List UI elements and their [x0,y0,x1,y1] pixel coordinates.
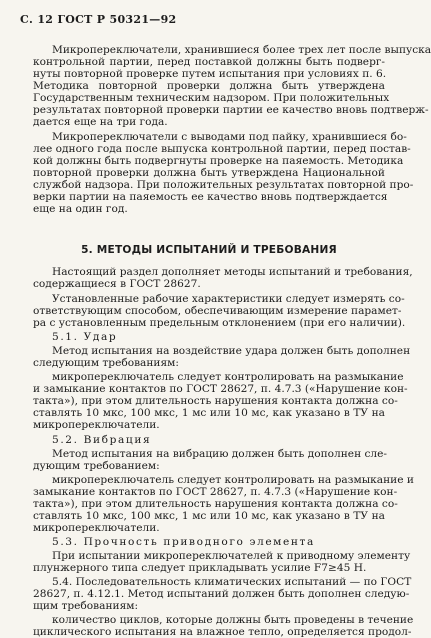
text-line: замыкание контактов по ГОСТ 28627, п. 4.7.3 («Нарушение кон- [33,486,398,498]
text-line: При испытании микропереключателей к приводному элементу [52,550,411,562]
text-line: 5.4. Последовательность климатических испытаний — по ГОСТ [52,576,412,588]
subsection-heading [52,434,385,446]
text-line: Методика повторной проверки должна быть утверждена [33,80,385,92]
text-line: микропереключатели. [33,522,160,534]
text-line: Метод испытания на воздействие удара должен быть дополнен [52,345,411,357]
text-line: такта»), при этом длительность нарушения контакта должна со- [33,395,398,407]
text-line: циклического испытания на влажное тепло, определяется продол- [33,626,412,638]
text-line: Установленные рабочие характеристики следует измерять со- [52,293,405,305]
text-line: микропереключатель следует контролировать на размыкание [52,371,404,383]
text-line: такта»), при этом длительность нарушения контакта должна со- [33,498,398,510]
subsection-label: 5.3. Прочность приводного элемента [52,536,315,548]
text-line: Государственным техническим надзором. При положительных [33,92,390,104]
text-line: микропереключатель следует контролировать на размыкание и [52,474,414,486]
text-line: нуты повторной проверке путем испытания при условиях п. 6. [33,68,387,80]
subsection-heading [52,536,385,548]
text-line: верки партии на паяемость ее качество вновь подтверждается [33,191,388,203]
text-line: Микропереключатели, хранившиеся более трех лет после выпуска [52,44,431,56]
subsection-heading [52,331,385,343]
text-line: содержащиеся в ГОСТ 28627. [33,278,201,290]
page-header: С. 12 ГОСТ Р 50321—92 [20,13,177,26]
text-line: следующим требованиям: [33,357,179,369]
text-line: количество циклов, которые должны быть проведены в течение [52,614,414,626]
text-line: кой должны быть подвергнуты проверке на паяемость. Методика [33,155,404,167]
text-line: ра с установленным предельным отклонением (при его наличии). [33,317,406,329]
text-line: 28627, п. 4.12.1. Метод испытаний должен быть дополнен следую- [33,588,410,600]
text-line: микропереключатели. [33,419,160,431]
text-line: плунжерного типа следует прикладывать усилие F7≥45 Н. [33,562,367,574]
text-line: дующим требованием: [33,460,160,472]
text-line: результатах повторной проверки партии ее качество вновь подтверж- [33,104,429,116]
text-line: службой надзора. При положительных результатах повторной про- [33,179,414,191]
subsection-label: 5.1. Удар [52,331,118,343]
section-title: 5. МЕТОДЫ ИСПЫТАНИЙ И ТРЕБОВАНИЯ [81,244,337,256]
text-line: щим требованиям: [33,600,139,612]
text-line: ставлять 10 мкс, 100 мкс, 1 мс или 10 мс, как указано в ТУ на [33,510,385,522]
text-line: Микропереключатели с выводами под пайку, хранившиеся бо- [52,131,407,143]
text-line: Настоящий раздел дополняет методы испытаний и требования, [52,266,413,278]
text-line: ставлять 10 мкс, 100 мкс, 1 мс или 10 мс, как указано в ТУ на [33,407,385,419]
text-line: еще на один год. [33,203,128,215]
text-line: дается еще на три года. [33,116,168,128]
text-line: лее одного года после выпуска контрольной партии, перед постав- [33,143,411,155]
text-line: ответствующим способом, обеспечивающим измерение парамет- [33,305,402,317]
text-line: Метод испытания на вибрацию должен быть дополнен сле- [52,448,388,460]
text-line: контрольной партии, перед поставкой должны быть подверг- [33,56,385,68]
text-line: повторной проверки должна быть утверждена Национальной [33,167,385,179]
subsection-label: 5.2. Вибрация [52,434,152,446]
text-line: и замыкание контактов по ГОСТ 28627, п. 4.7.3 («Нарушение кон- [33,383,408,395]
